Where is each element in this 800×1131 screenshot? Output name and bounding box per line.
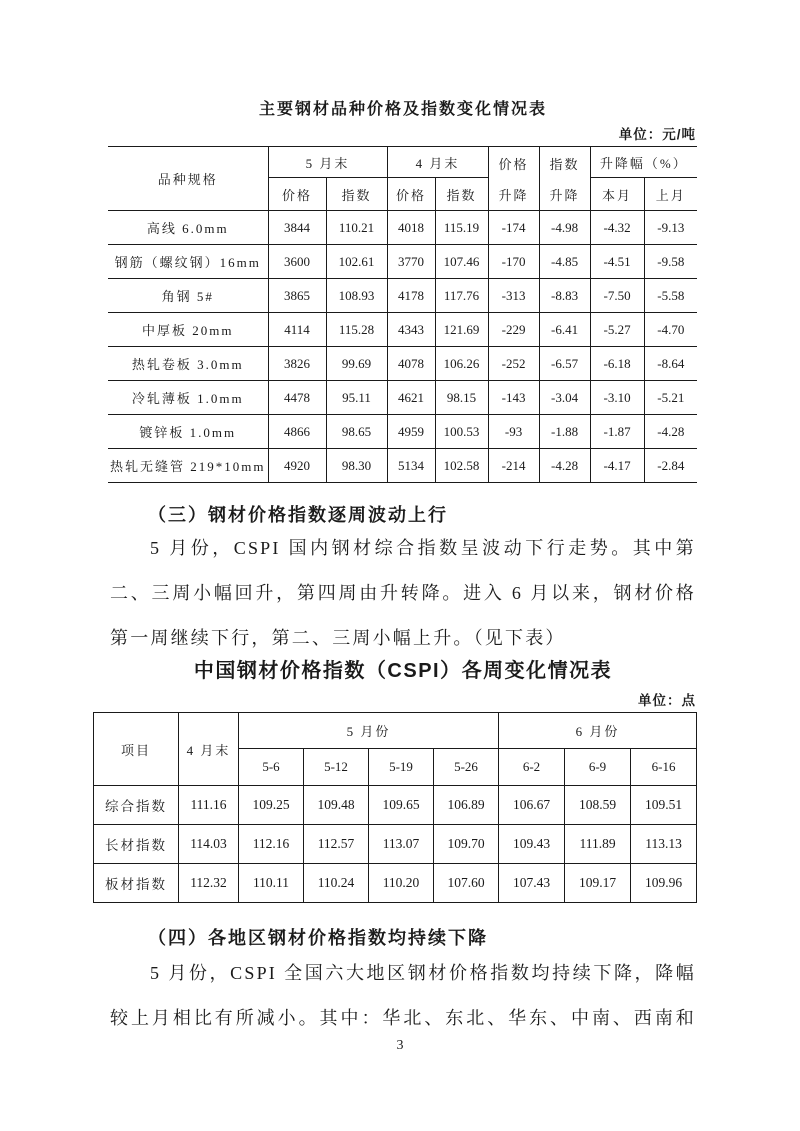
cell: 3770 <box>387 245 435 279</box>
cell: 121.69 <box>435 313 488 347</box>
cell: 115.19 <box>435 211 488 245</box>
cell: -8.64 <box>644 347 697 381</box>
header-price-apr: 价格 <box>387 178 435 211</box>
table-row <box>108 313 697 347</box>
cell: -2.84 <box>644 449 697 483</box>
cell: -4.28 <box>539 449 590 483</box>
cell: 117.76 <box>435 279 488 313</box>
cell: 4018 <box>387 211 435 245</box>
cell: -1.87 <box>590 415 644 449</box>
table-row <box>94 864 697 903</box>
cell: 4178 <box>387 279 435 313</box>
row-spec: 中厚板 20mm <box>108 313 268 347</box>
cell: -5.58 <box>644 279 697 313</box>
cell: -9.13 <box>644 211 697 245</box>
table-row <box>108 381 697 415</box>
header-week: 6-16 <box>631 749 697 786</box>
row-spec: 钢筋（螺纹钢）16mm <box>108 245 268 279</box>
cell: 102.58 <box>435 449 488 483</box>
header-index-may: 指数 <box>326 178 387 211</box>
cell: -93 <box>488 415 539 449</box>
cell: 114.03 <box>179 825 239 864</box>
cell: 111.16 <box>179 786 239 825</box>
header-week: 5-19 <box>369 749 434 786</box>
cell: 109.51 <box>631 786 697 825</box>
table-row <box>108 245 697 279</box>
header-index-change <box>539 147 590 211</box>
cell: 106.26 <box>435 347 488 381</box>
cell: 4621 <box>387 381 435 415</box>
row-label: 长材指数 <box>94 825 179 864</box>
cell: 113.13 <box>631 825 697 864</box>
cell: 4078 <box>387 347 435 381</box>
header-change-pct: 升降幅（%） <box>590 147 697 178</box>
row-spec: 热轧卷板 3.0mm <box>108 347 268 381</box>
cell: 107.46 <box>435 245 488 279</box>
section-4-heading: （四）各地区钢材价格指数均持续下降 <box>148 928 488 948</box>
cell: -4.51 <box>590 245 644 279</box>
header-index-apr: 指数 <box>435 178 488 211</box>
cell: 95.11 <box>326 381 387 415</box>
cell: -313 <box>488 279 539 313</box>
cell: 4959 <box>387 415 435 449</box>
header-price-change <box>488 147 539 211</box>
table-row <box>108 347 697 381</box>
cell: -9.58 <box>644 245 697 279</box>
cell: 112.16 <box>239 825 304 864</box>
header-may: 5 月份 <box>239 713 499 749</box>
cell: -4.32 <box>590 211 644 245</box>
cell: 4114 <box>268 313 326 347</box>
header-this-month: 本月 <box>590 178 644 211</box>
row-spec: 热轧无缝管 219*10mm <box>108 449 268 483</box>
table-row <box>108 415 697 449</box>
table-row <box>108 279 697 313</box>
table1-title: 主要钢材品种价格及指数变化情况表 <box>258 101 547 118</box>
row-label: 板材指数 <box>94 864 179 903</box>
cell: 3826 <box>268 347 326 381</box>
header-spec: 品种规格 <box>108 147 268 211</box>
cell: 112.57 <box>304 825 369 864</box>
cell: 115.28 <box>326 313 387 347</box>
cell: 109.70 <box>434 825 499 864</box>
section-3-paragraph: 5 月份，CSPI 国内钢材综合指数呈波动下行走势。其中第二、三周小幅回升，第四周由升转降。进入 6 月以来，钢材价格第一周继续下行，第二、三周小幅上升。（见下表） <box>110 538 696 648</box>
cell: 3844 <box>268 211 326 245</box>
table-row <box>108 449 697 483</box>
row-spec: 镀锌板 1.0mm <box>108 415 268 449</box>
header-jun: 6 月份 <box>499 713 697 749</box>
cell: 110.21 <box>326 211 387 245</box>
header-week: 5-6 <box>239 749 304 786</box>
table2-unit-label: 单位：点 <box>638 693 696 708</box>
cell: 107.60 <box>434 864 499 903</box>
cell: 98.15 <box>435 381 488 415</box>
cell: -4.70 <box>644 313 697 347</box>
cell: 113.07 <box>369 825 434 864</box>
header-item: 项目 <box>94 713 179 786</box>
row-label: 综合指数 <box>94 786 179 825</box>
header-last-month: 上月 <box>644 178 697 211</box>
cell: 4866 <box>268 415 326 449</box>
cell: -4.17 <box>590 449 644 483</box>
cspi-weekly-index-table <box>93 712 697 903</box>
steel-price-index-table <box>108 146 697 483</box>
cell: -5.27 <box>590 313 644 347</box>
section-4-paragraph: 5 月份，CSPI 全国六大地区钢材价格指数均持续下降，降幅较上月相比有所减小。其中：华北、东北、华东、中南、西南和 <box>110 963 696 1028</box>
cell: 106.67 <box>499 786 565 825</box>
cell: 111.89 <box>565 825 631 864</box>
cell: 3865 <box>268 279 326 313</box>
table-row <box>108 211 697 245</box>
header-week: 5-26 <box>434 749 499 786</box>
cell: 102.61 <box>326 245 387 279</box>
cell: -4.28 <box>644 415 697 449</box>
cell: 4920 <box>268 449 326 483</box>
cell: 4478 <box>268 381 326 415</box>
cell: -6.41 <box>539 313 590 347</box>
table2-title: 中国钢材价格指数（CSPI）各周变化情况表 <box>193 660 613 682</box>
cell: -214 <box>488 449 539 483</box>
table-row <box>94 825 697 864</box>
cell: -229 <box>488 313 539 347</box>
cell: 106.89 <box>434 786 499 825</box>
cell: 98.30 <box>326 449 387 483</box>
cell: -5.21 <box>644 381 697 415</box>
cell: 109.96 <box>631 864 697 903</box>
cell: 109.25 <box>239 786 304 825</box>
cell: 5134 <box>387 449 435 483</box>
header-may-end: 5 月末 <box>268 147 387 178</box>
cell: 98.65 <box>326 415 387 449</box>
cell: -170 <box>488 245 539 279</box>
cell: 112.32 <box>179 864 239 903</box>
cell: -3.10 <box>590 381 644 415</box>
cell: -6.18 <box>590 347 644 381</box>
table-row <box>94 786 697 825</box>
cell: 110.20 <box>369 864 434 903</box>
cell: -6.57 <box>539 347 590 381</box>
header-index-change-line2: 升降 <box>549 187 580 203</box>
page-number: 3 <box>396 1038 404 1053</box>
cell: 100.53 <box>435 415 488 449</box>
cell: -3.04 <box>539 381 590 415</box>
cell: -252 <box>488 347 539 381</box>
table1-unit-label: 单位：元/吨 <box>618 127 696 142</box>
cell: 107.43 <box>499 864 565 903</box>
cell: 3600 <box>268 245 326 279</box>
cell: 110.11 <box>239 864 304 903</box>
cell: -4.98 <box>539 211 590 245</box>
cell: -7.50 <box>590 279 644 313</box>
header-week: 6-2 <box>499 749 565 786</box>
header-price-may: 价格 <box>268 178 326 211</box>
cell: -174 <box>488 211 539 245</box>
section-3-heading: （三）钢材价格指数逐周波动上行 <box>148 505 448 525</box>
cell: -1.88 <box>539 415 590 449</box>
header-index-change-line1: 指数 <box>549 156 580 172</box>
row-spec: 冷轧薄板 1.0mm <box>108 381 268 415</box>
cell: -4.85 <box>539 245 590 279</box>
cell: 4343 <box>387 313 435 347</box>
header-apr-end: 4 月末 <box>179 713 239 786</box>
header-price-change-line2: 升降 <box>498 187 529 203</box>
cell: 110.24 <box>304 864 369 903</box>
cell: 109.65 <box>369 786 434 825</box>
header-week: 5-12 <box>304 749 369 786</box>
cell: 109.17 <box>565 864 631 903</box>
cell: 99.69 <box>326 347 387 381</box>
row-spec: 高线 6.0mm <box>108 211 268 245</box>
cell: -8.83 <box>539 279 590 313</box>
cell: 108.93 <box>326 279 387 313</box>
header-apr-end: 4 月末 <box>387 147 488 178</box>
header-price-change-line1: 价格 <box>498 156 529 172</box>
cell: -143 <box>488 381 539 415</box>
header-week: 6-9 <box>565 749 631 786</box>
row-spec: 角钢 5# <box>108 279 268 313</box>
cell: 108.59 <box>565 786 631 825</box>
cell: 109.48 <box>304 786 369 825</box>
cell: 109.43 <box>499 825 565 864</box>
